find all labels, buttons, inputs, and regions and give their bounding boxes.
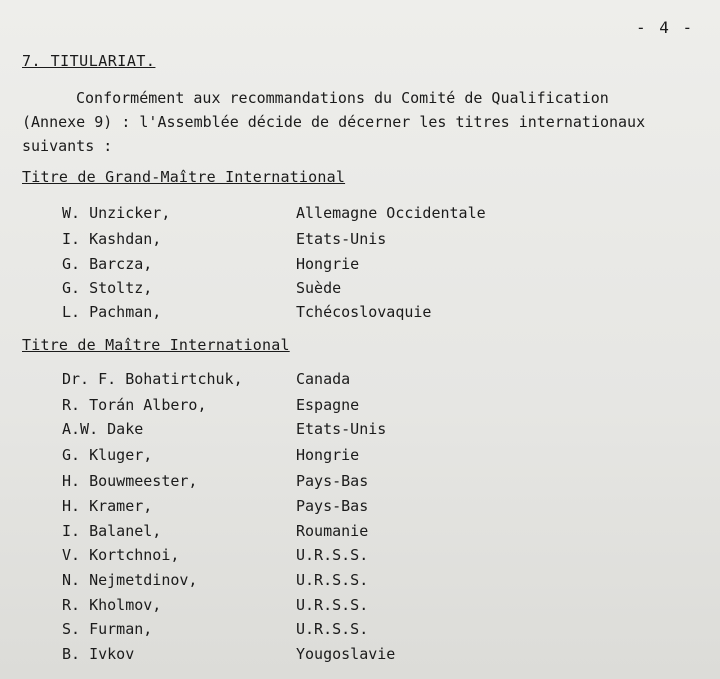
page-number: - 4 - (636, 18, 695, 37)
im-country: U.R.S.S. (296, 546, 369, 564)
im-name: H. Kramer, (62, 497, 153, 515)
im-name: H. Bouwmeester, (62, 472, 198, 490)
im-country: U.R.S.S. (296, 571, 369, 589)
gm-name: W. Unzicker, (62, 204, 171, 222)
intro-paragraph (22, 86, 712, 158)
intro-line-2: (Annexe 9) : l'Assemblée décide de décerner les titres internationaux (22, 113, 646, 131)
im-country: Hongrie (296, 446, 360, 464)
im-name: S. Furman, (62, 620, 153, 638)
im-name: I. Balanel, (62, 522, 162, 540)
im-country: U.R.S.S. (296, 596, 369, 614)
section-heading: 7. TITULARIAT. (22, 52, 156, 70)
im-name: N. Nejmetdinov, (62, 571, 198, 589)
im-country: Etats-Unis (296, 420, 387, 438)
im-country: Roumanie (296, 522, 369, 540)
im-name: G. Kluger, (62, 446, 153, 464)
gm-country: Tchécoslovaquie (296, 303, 432, 321)
intro-line-3: suivants : (22, 137, 113, 155)
gm-country: Suède (296, 279, 342, 297)
im-name: R. Torán Albero, (62, 396, 207, 414)
im-country: U.R.S.S. (296, 620, 369, 638)
im-name: V. Kortchnoi, (62, 546, 180, 564)
im-name: R. Kholmov, (62, 596, 162, 614)
gm-name: I. Kashdan, (62, 230, 162, 248)
im-country: Espagne (296, 396, 360, 414)
im-country: Yougoslavie (296, 645, 396, 663)
im-country: Canada (296, 370, 351, 388)
im-name: Dr. F. Bohatirtchuk, (62, 370, 243, 388)
gm-title-heading: Titre de Grand-Maître International (22, 168, 346, 186)
im-title-heading: Titre de Maître International (22, 336, 290, 354)
gm-name: G. Barcza, (62, 255, 153, 273)
im-name: B. Ivkov (62, 645, 135, 663)
gm-country: Allemagne Occidentale (296, 204, 486, 222)
im-country: Pays-Bas (296, 497, 369, 515)
gm-name: G. Stoltz, (62, 279, 153, 297)
intro-line-1: Conformément aux recommandations du Comité de Qualification (76, 89, 609, 107)
gm-country: Etats-Unis (296, 230, 387, 248)
im-name: A.W. Dake (62, 420, 144, 438)
gm-name: L. Pachman, (62, 303, 162, 321)
im-country: Pays-Bas (296, 472, 369, 490)
gm-country: Hongrie (296, 255, 360, 273)
